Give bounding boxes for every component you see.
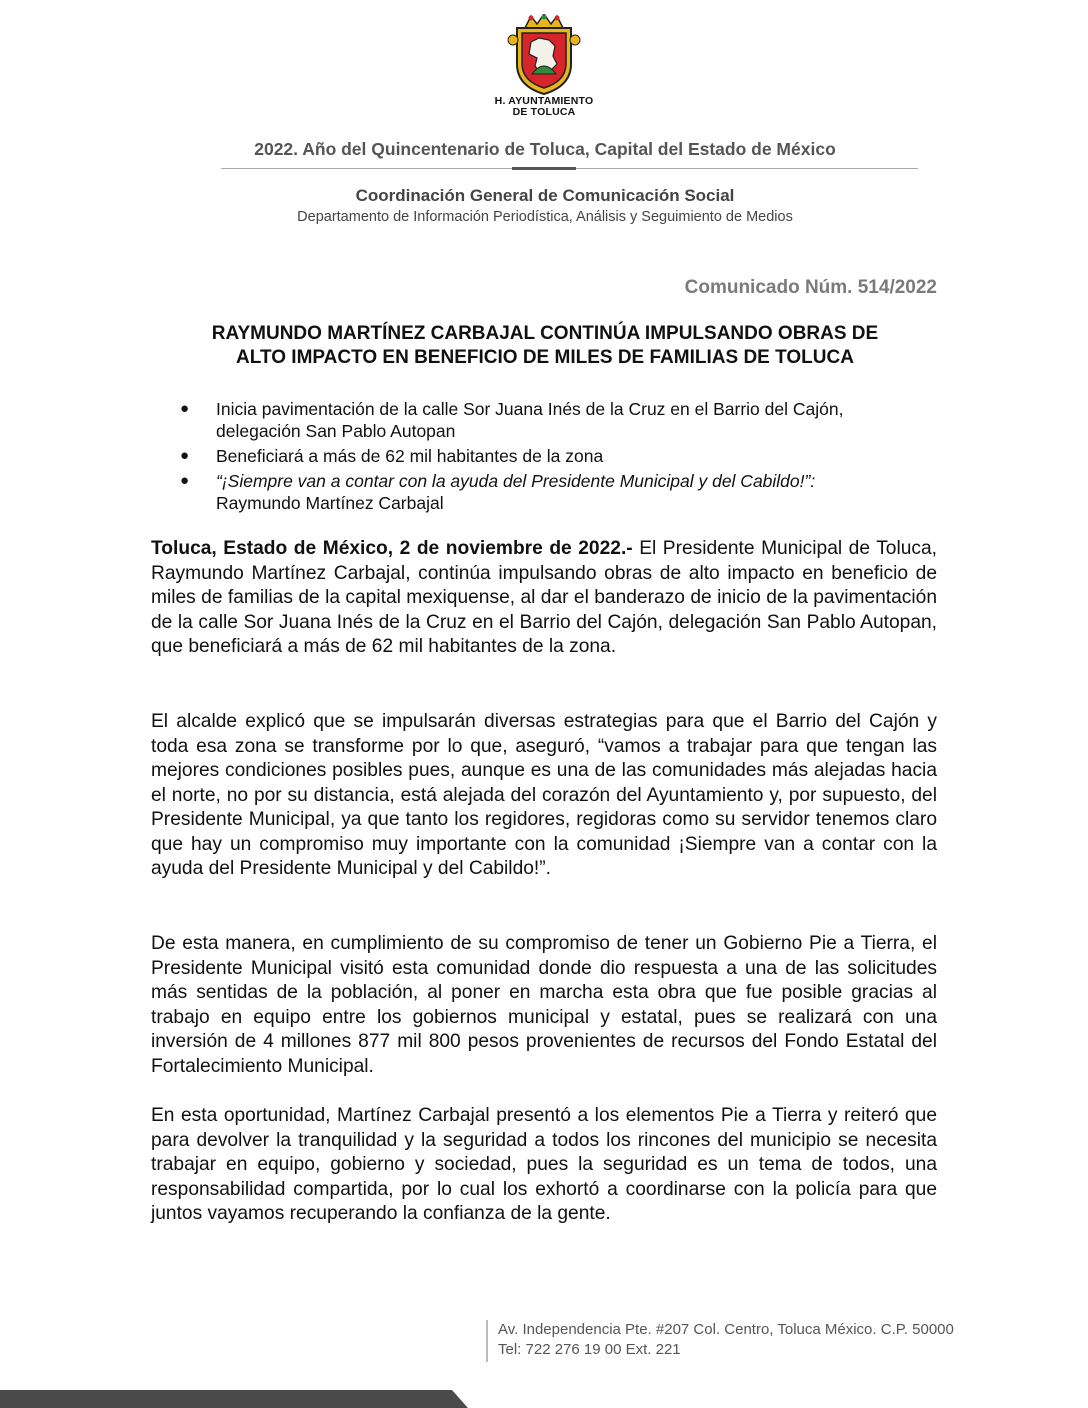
footer-band xyxy=(0,1390,468,1408)
footer-divider xyxy=(486,1320,488,1362)
bullet-quote: “¡Siempre van a contar con la ayuda del Presidente Municipal y del Cabildo!”: xyxy=(216,471,816,491)
headline xyxy=(150,322,940,370)
municipal-logo xyxy=(474,14,614,118)
body-paragraph-4: En esta oportunidad, Martínez Carbajal presentó a los elementos Pie a Tierra y reiteró que para devolver la tranquilidad y la seguridad a todos los rincones del municipio se necesita trabajar en equipo, gobierno y sociedad, pues la seguridad es un tema de todos, una responsabilidad compartida, por lo cual los exhortó a coordinarse con la policía para que juntos vayamos recuperando la confianza de la gente. xyxy=(151,1105,937,1224)
bullet-dot-icon: ● xyxy=(180,400,190,417)
bullet-text: Inicia pavimentación de la calle Sor Juana Inés de la Cruz en el Barrio del Cajón, xyxy=(216,399,844,419)
press-release-number: Comunicado Núm. 514/2022 xyxy=(684,277,937,298)
footer-phone: Tel: 722 276 19 00 Ext. 221 xyxy=(498,1341,681,1358)
headline-line2: ALTO IMPACTO EN BENEFICIO DE MILES DE FAMILIAS DE TOLUCA xyxy=(236,347,854,368)
body-paragraph-3: De esta manera, en cumplimiento de su compromiso de tener un Gobierno Pie a Tierra, el Presidente Municipal visitó esta comunidad donde dio respuesta a una de las solicitudes más sentidas de la población, al poner en marcha esta obra que fue posible gracias al trabajo en equipo entre los gobiernos municipal y estatal, pues se realizará con una inversión de 4 millones 877 mil 800 pesos provenientes de recursos del Fondo Estatal del Fortalecimiento Municipal. xyxy=(151,933,937,1077)
headline-line1: RAYMUNDO MARTÍNEZ CARBAJAL CONTINÚA IMPULSANDO OBRAS DE xyxy=(211,323,879,344)
bullet-text: Beneficiará a más de 62 mil habitantes de la zona xyxy=(216,446,604,466)
bullet-item xyxy=(178,445,928,467)
bullet-attribution: Raymundo Martínez Carbajal xyxy=(216,493,444,513)
bullet-dot-icon: ● xyxy=(180,472,190,489)
department-subtitle: Departamento de Información Periodística, Análisis y Seguimiento de Medios xyxy=(297,209,793,225)
logo-caption-line1: H. AYUNTAMIENTO xyxy=(494,95,594,107)
paragraph-text: El Presidente Municipal de Toluca, Raymundo Martínez Carbajal, continúa impulsando obras de alto impacto en beneficio de miles de familias de la capital mexiquense, al dar el banderazo de inicio de la pavimentación de la calle Sor Juana Inés de la Cruz en el Barrio del Cajón, delegación San Pablo Autopan, que beneficiará a más de 62 mil habitantes de la zona. xyxy=(151,538,937,657)
body-paragraph-1 xyxy=(151,537,937,660)
bullet-dot-icon: ● xyxy=(180,447,190,464)
toluca-coat-of-arms-icon xyxy=(499,14,589,96)
footer-address: Av. Independencia Pte. #207 Col. Centro, Toluca México. C.P. 50000 xyxy=(498,1321,954,1338)
body-paragraph-2: El alcalde explicó que se impulsarán diversas estrategias para que el Barrio del Cajón y toda esa zona se transforme por lo que, aseguró, “vamos a trabajar para que tengan las mejores condiciones posibles pues, aunque es una de las comunidades más alejadas hacia el norte, no por su distancia, está alejada del corazón del Ayuntamiento y, por supuesto, del Presidente Municipal, ya que tanto los regidores, regidoras como su servidor tenemos claro que hay un compromiso muy importante con la comunidad ¡Siempre van a contar con la ayuda del Presidente Municipal y del Cabildo!”. xyxy=(151,711,937,879)
summary-bullets xyxy=(178,398,928,517)
year-banner: 2022. Año del Quincentenario de Toluca, Capital del Estado de México xyxy=(254,139,836,159)
dateline: Toluca, Estado de México, 2 de noviembre de 2022.- xyxy=(151,538,633,559)
header-divider-accent xyxy=(512,167,576,170)
bullet-item xyxy=(178,398,928,442)
bullet-item xyxy=(178,470,928,514)
footer-contact xyxy=(498,1320,954,1360)
coordination-title: Coordinación General de Comunicación Social xyxy=(355,186,735,205)
bullet-text-cont: delegación San Pablo Autopan xyxy=(216,421,456,441)
logo-caption-line2: DE TOLUCA xyxy=(512,106,576,118)
